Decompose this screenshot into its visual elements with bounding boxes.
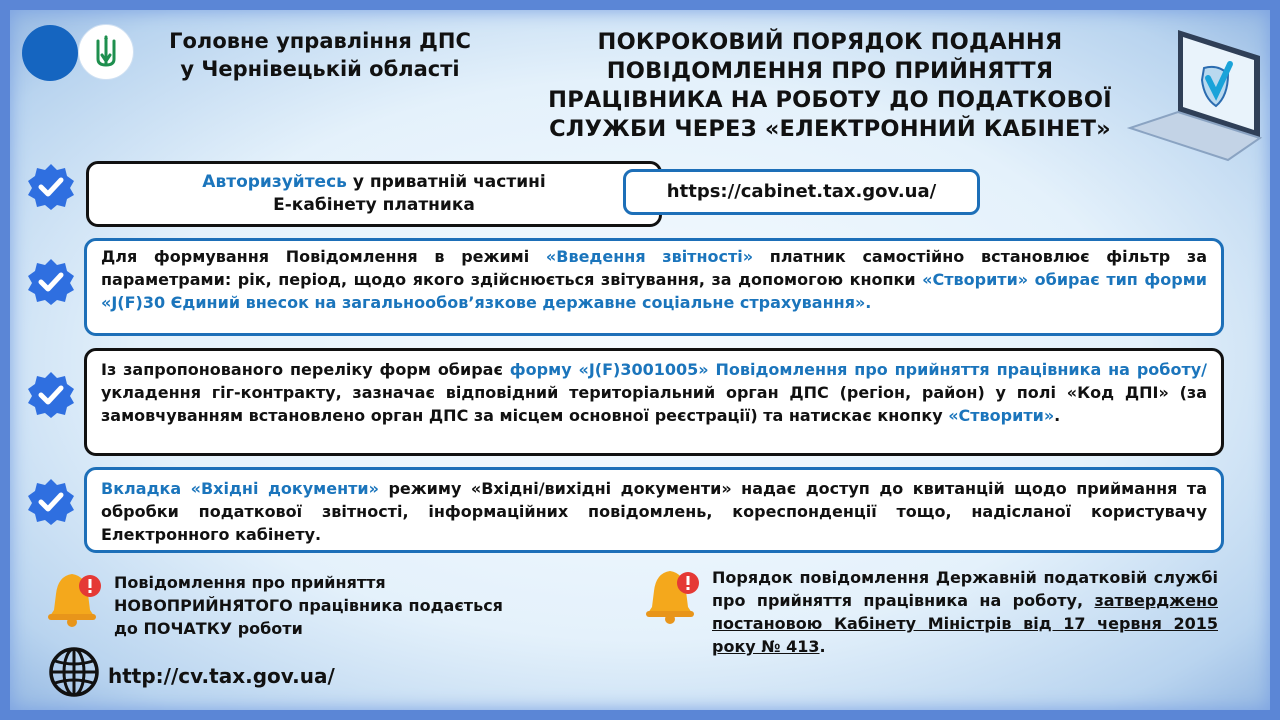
step-3-box xyxy=(84,348,1224,456)
check-badge-icon xyxy=(26,257,76,307)
step-4-text: режиму «Вхідні/вихідні документи» надає доступ до квитанцій щодо приймання та обробки податкової звітності, інформаційних повідомлень, кореспонденції тощо, надісланої користувачу Електронного кабінету. xyxy=(101,479,1207,544)
step-1-text-1: у приватній частині xyxy=(346,172,546,192)
step-2-box xyxy=(84,238,1224,336)
note-right-text: Порядок повідомлення Державній податковій службі про прийняття працівника на роботу, xyxy=(712,568,1218,610)
note-left xyxy=(114,571,594,640)
step-4-highlight: Вкладка «Вхідні документи» xyxy=(101,479,379,498)
step-2-highlight-1: «Введення звітності» xyxy=(545,247,754,266)
step-2-text-1: Для формування Повідомлення в режимі xyxy=(101,247,546,266)
organization-name xyxy=(150,27,490,83)
cabinet-url-box[interactable] xyxy=(623,169,980,215)
step-3-text-3: . xyxy=(1054,406,1061,425)
step-3-text-1: Із запропонованого переліку форм обирає xyxy=(101,360,510,379)
check-badge-icon xyxy=(26,162,76,212)
note-left-line-1: Повідомлення про прийняття xyxy=(114,573,386,592)
trident-logo xyxy=(78,24,134,80)
note-left-line-2: НОВОПРИЙНЯТОГО працівника подається xyxy=(114,596,503,615)
step-4-box xyxy=(84,467,1224,553)
page-title: ПОКРОКОВИЙ ПОРЯДОК ПОДАННЯ ПОВІДОМЛЕННЯ ПРО ПРИЙНЯТТЯ ПРАЦІВНИКА НА РОБОТУ ДО ПОДАТКОВОЇ СЛУЖБИ ЧЕРЕЗ «ЕЛЕКТРОННИЙ КАБІНЕТ» xyxy=(548,29,1112,142)
check-badge-icon xyxy=(26,477,76,527)
step-1-line-2: Е-кабінету платника xyxy=(273,195,475,215)
bell-alert-icon xyxy=(44,568,104,628)
step-2-text-2: платник самостійно встановлює фільтр за параметрами: рік, період, щодо якого здійснюється звітування, за допомогою кнопки xyxy=(101,247,1208,289)
step-1-highlight: Авторизуйтесь xyxy=(202,172,347,192)
bell-alert-icon xyxy=(642,565,702,625)
step-3-highlight-1: форму «J(F)3001005» Повідомлення про прийняття працівника на роботу/ xyxy=(509,360,1207,379)
cabinet-url-link[interactable]: https://cabinet.tax.gov.ua/ xyxy=(666,181,937,202)
org-line-2: у Чернівецькій області xyxy=(180,57,460,81)
step-1-line-1 xyxy=(89,171,659,194)
dps-logo-circle xyxy=(22,25,78,81)
org-line-1: Головне управління ДПС xyxy=(169,29,471,53)
note-left-line-3: до ПОЧАТКУ роботи xyxy=(114,619,303,638)
site-url-link[interactable]: http://cv.tax.gov.ua/ xyxy=(108,664,335,688)
resolution-link[interactable]: затверджено постановою Кабінету Міністрів від 17 червня 2015 року № 413 xyxy=(712,591,1218,656)
step-3-text-2: укладення гіг-контракту, зазначає відповідний територіальний орган ДПС (регіон, район) у полі «Код ДПІ» (за замовчуванням встановлено орган ДПС за місцем основної реєстрації) та натискає кнопку xyxy=(101,383,1207,425)
check-badge-icon xyxy=(26,370,76,420)
step-3-highlight-2: «Створити» xyxy=(948,406,1055,425)
note-right-end: . xyxy=(819,637,826,656)
step-1-box xyxy=(86,161,662,227)
step-2-highlight-2: «Створити» обирає тип форми «J(F)30 Єдиний внесок на загальнообов’язкове державне соціальне страхування». xyxy=(101,270,1208,312)
trident-icon xyxy=(79,25,133,79)
laptop-shield-icon xyxy=(1120,20,1265,165)
note-right xyxy=(712,566,1218,658)
globe-icon xyxy=(48,646,100,698)
